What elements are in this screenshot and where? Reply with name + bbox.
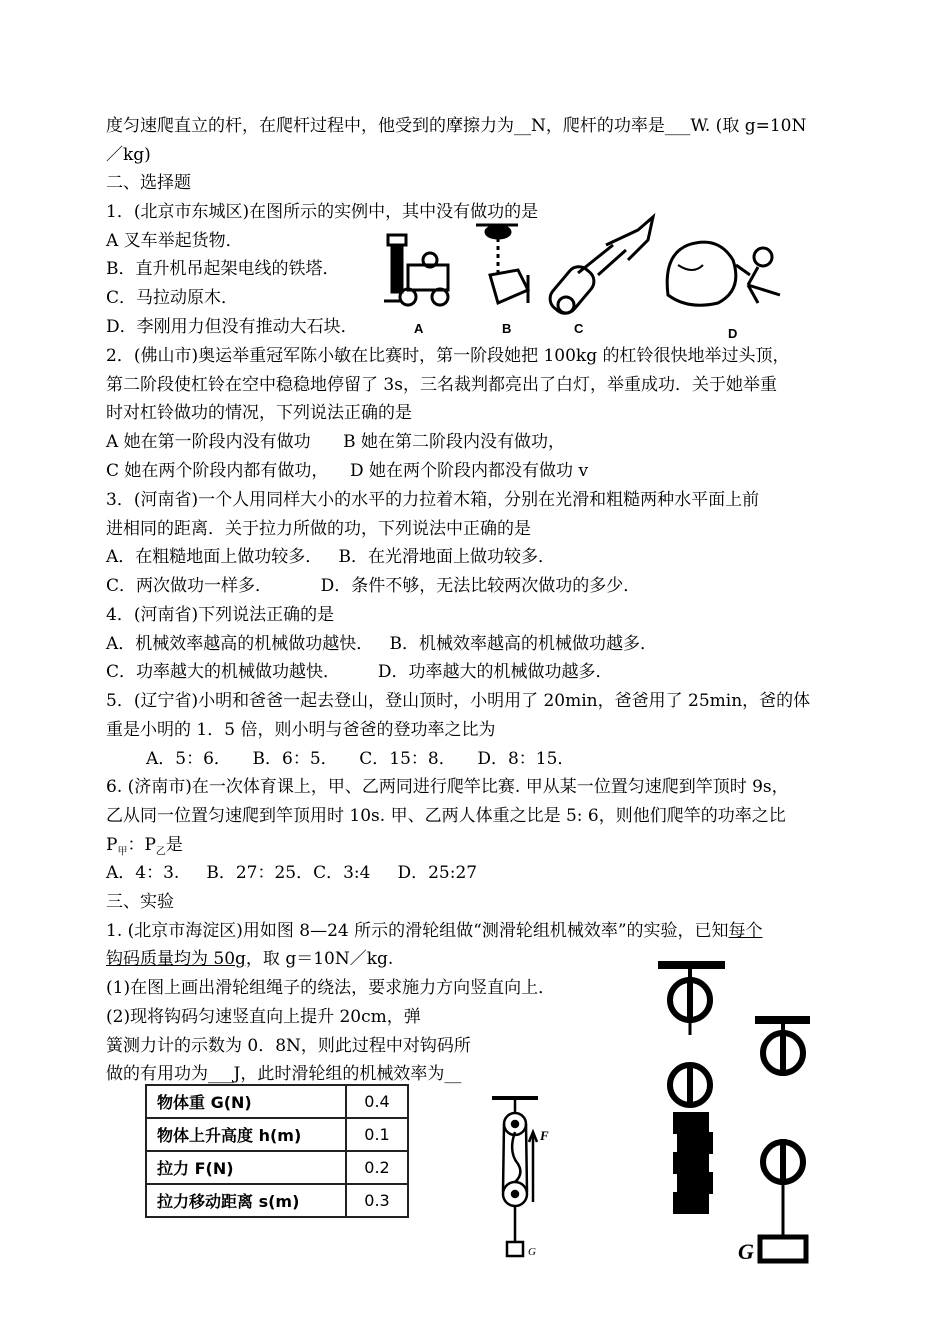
question-5-line-1: 5．(辽宁省)小明和爸爸一起去登山，登山顶时，小明用了 20min，爸爸用了 25min，爸的体 (106, 691, 811, 711)
question-4: 4．(河南省)下列说法正确的是 (106, 605, 335, 625)
fig-label-c: C (574, 321, 584, 336)
table-row (146, 1184, 408, 1217)
table-row (146, 1118, 408, 1151)
text-line-2: ／kg) (106, 145, 151, 165)
experiment-1-part-2: (2)现将钩码匀速竖直向上提升 20cm，弹 (106, 1007, 421, 1027)
experiment-1-line-1 (106, 920, 763, 942)
question-2-line-1: 2．(佛山市)奥运举重冠军陈小敏在比赛时，第一阶段她把 100kg 的杠铃很快地举过头顶， (106, 346, 790, 366)
table-label: 拉力移动距离 s(m) (146, 1184, 346, 1217)
question-5-line-2: 重是小明的 1．5 倍，则小明与爸爸的登功率之比为 (106, 720, 496, 740)
section-heading-experiment: 三、实验 (106, 892, 174, 912)
experiment-1-part-1: (1)在图上画出滑轮组绳子的绕法，要求施力方向竖直向上． (106, 978, 556, 998)
question-1: 1．(北京市东城区)在图所示的实例中，其中没有做功的是 (106, 202, 539, 222)
question-3-line-2: 进相同的距离．关于拉力所做的功，下列说法中正确的是 (106, 519, 531, 539)
question-2-line-3: 时对杠铃做功的情况，下列说法正确的是 (106, 403, 412, 423)
subscript-jia: 甲 (117, 846, 128, 858)
table-value: 0.3 (346, 1184, 408, 1217)
exp1-underline-2: 钩码质量均为 50g (106, 949, 246, 969)
power-tail: 是 (165, 835, 183, 855)
exp1-head: 1. (北京市海淀区)用如图 8—24 所示的滑轮组做“测滑轮组机械效率”的实验，已知 (106, 921, 729, 941)
question-3-line-1: 3．(河南省)一个人用同样大小的水平的力拉着木箱，分别在光滑和粗糙两种水平面上前 (106, 490, 760, 510)
q4-options-cd: C．功率越大的机械做功越快． D．功率越大的机械做功越多． (106, 662, 613, 682)
table-value: 0.2 (346, 1151, 408, 1184)
power-colon: ：P (127, 835, 156, 855)
helicopter-illustration (476, 225, 528, 303)
q2-options-ab: A 她在第一阶段内没有做功 B 她在第二阶段内没有做功， (106, 432, 565, 452)
weight-label-small: G (528, 1246, 536, 1258)
power-p: P (106, 835, 118, 855)
subscript-yi: 乙 (155, 846, 166, 858)
q1-option-d: D．李刚用力但没有推动大石块． (106, 317, 358, 337)
q1-option-a: A 叉车举起货物． (106, 231, 243, 251)
experiment-1-line-2 (106, 948, 393, 970)
exp1-underline-1: 每个 (728, 921, 763, 941)
horse-log-illustration (545, 217, 653, 318)
q2-options-cd: C 她在两个阶段内都有做功， D 她在两个阶段内都没有做功 v (106, 461, 589, 481)
fig-label-a: A (414, 321, 424, 336)
experiment-1-part-2b: 簧测力计的示数为 0．8N，则此过程中对钩码所 (106, 1036, 471, 1056)
text-line-1: 度匀速爬直立的杆，在爬杆过程中，他受到的摩擦力为__N，爬杆的功率是___W. (取 g=10N (106, 116, 807, 136)
table-label: 拉力 F(N) (146, 1151, 346, 1184)
table-row (146, 1085, 408, 1118)
question-6-line-3 (106, 834, 183, 863)
fig-label-d: D (728, 326, 738, 340)
q3-options-cd: C．两次做功一样多． D．条件不够，无法比较两次做功的多少． (106, 576, 641, 596)
boulder-push-illustration (667, 242, 780, 305)
table-value: 0.4 (346, 1085, 408, 1118)
question-6-line-1: 6. (济南市)在一次体育课上，甲、乙两同进行爬竿比赛. 甲从某一位置匀速爬到竿顶时 9s， (106, 777, 789, 797)
large-pulley-diagram (650, 955, 825, 1265)
q6-options: A．4：3. B．27：25．C．3:4 D．25:27 (106, 863, 478, 883)
table-value: 0.1 (346, 1118, 408, 1151)
table-label: 物体上升高度 h(m) (146, 1118, 346, 1151)
question-2-line-2: 第二阶段使杠铃在空中稳稳地停留了 3s，三名裁判都亮出了白灯，举重成功．关于她举重 (106, 375, 777, 395)
weight-label-large: G (738, 1239, 754, 1264)
q1-option-c: C．马拉动原木． (106, 288, 239, 308)
fig-label-b: B (502, 321, 512, 336)
pulley-data-table (145, 1084, 409, 1218)
q4-options-ab: A．机械效率越高的机械做功越快． B．机械效率越高的机械做功越多． (106, 634, 657, 654)
work-examples-figure (378, 205, 798, 340)
q1-option-b: B．直升机吊起架电线的铁塔． (106, 259, 340, 279)
force-label: F (540, 1128, 549, 1143)
q3-options-ab: A．在粗糙地面上做功较多． B．在光滑地面上做功较多． (106, 547, 555, 567)
small-pulley-diagram (488, 1092, 568, 1262)
section-heading-choice: 二、选择题 (106, 173, 191, 193)
exp1-tail: ，取 g＝10N／kg. (245, 949, 394, 969)
table-label: 物体重 G(N) (146, 1085, 346, 1118)
question-6-line-2: 乙从同一位置匀速爬到竿顶用时 10s. 甲、乙两人体重之比是 5: 6，则他们爬竿的功率之比 (106, 806, 786, 826)
table-row (146, 1151, 408, 1184)
forklift-illustration (384, 235, 448, 305)
q5-options: A．5：6． B．6：5． C．15：8． D．8：15． (146, 749, 575, 769)
experiment-1-part-2c: 做的有用功为___J，此时滑轮组的机械效率为__ (106, 1064, 462, 1084)
